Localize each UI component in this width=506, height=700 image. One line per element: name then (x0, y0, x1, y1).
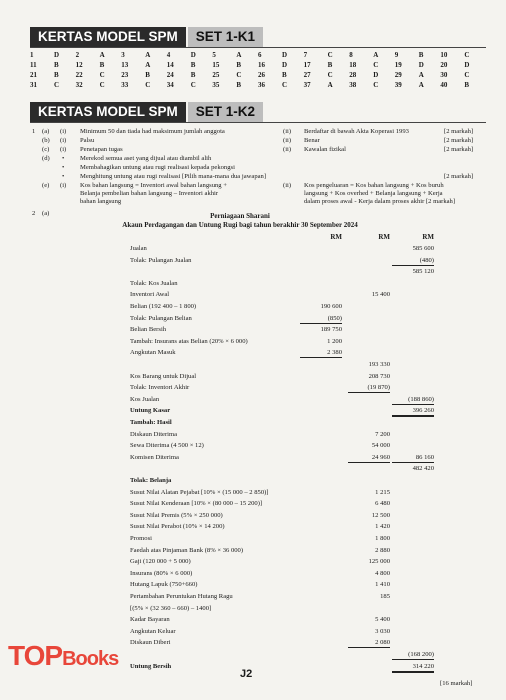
answer-letter: A (145, 51, 151, 59)
question-number: 39 (394, 81, 402, 89)
amount-c2: 12 500 (371, 511, 390, 519)
question-number: 9 (394, 51, 399, 59)
amount-c2: 7 200 (375, 430, 390, 438)
question-number: 2 (32, 210, 36, 217)
amount-c3: (188 860) (392, 395, 434, 405)
amount-c1: 189 750 (320, 326, 342, 334)
answer-cell (349, 60, 395, 70)
answer-cell (121, 60, 167, 70)
answer-letter: C (281, 81, 288, 89)
row-label: Kos Barang untuk Dijual (130, 372, 197, 380)
account-row (0, 290, 506, 299)
question-number: 18 (349, 61, 357, 69)
question-number: 25 (212, 71, 220, 79)
account-row (0, 418, 506, 427)
row-label: Gaji (120 000 + 5 000) (130, 558, 191, 566)
answer-letter: B (464, 81, 470, 89)
section-title: KERTAS MODEL SPM (30, 102, 186, 122)
amount-c1: (850) (300, 314, 342, 324)
question-number: 33 (121, 81, 129, 89)
part-label: (c) (42, 146, 50, 153)
answer-cell (167, 60, 213, 70)
question-number: 35 (212, 81, 220, 89)
answer-letter: D (373, 71, 379, 79)
row-label: Jualan (130, 245, 147, 252)
row-label: Diskaun Diberi (130, 639, 171, 647)
question-number: 5 (212, 51, 216, 59)
answer-cell (30, 70, 76, 80)
part-label: (d) (42, 155, 50, 162)
row-label: Faedah atas Pinjaman Bank (8% × 36 000) (130, 546, 244, 554)
answer-letter: D (54, 51, 60, 59)
answer-text: Merekod semua aset yang dijual atau diambil alih (80, 155, 212, 162)
bullet: • (62, 164, 65, 171)
col-header-rm: RM (330, 233, 342, 241)
account-row (0, 557, 506, 566)
subpart-label: (ii) (283, 146, 292, 153)
total-marks: [16 markah] (440, 680, 473, 687)
answer-letter: A (418, 81, 424, 89)
answer-cell (76, 50, 122, 60)
answer-text: Membahagikan untung atau rugi realisasi kepada pekongsi (80, 164, 235, 171)
answer-cell (258, 60, 304, 70)
row-label: Untung Kasar (130, 407, 171, 415)
row-label: Tolak: Pulangan Belian (130, 314, 192, 322)
amount-c2: 15 400 (371, 291, 390, 299)
row-label: Sewa Diterima (4 500 × 12) (130, 442, 204, 450)
question-number: 7 (303, 51, 308, 59)
logo-text-books: Books (62, 648, 119, 670)
amount-c2: 2 080 (348, 638, 390, 648)
question-number: 12 (75, 61, 83, 69)
answer-letter: D (281, 51, 288, 59)
amount-c3: 396 260 (392, 406, 434, 417)
bullet: • (62, 173, 65, 180)
answer-cell (258, 50, 304, 60)
row-label: [(5% × (32 360 – 660) – 1400] (130, 604, 212, 612)
answer-grid (30, 50, 486, 90)
section-header-k2 (30, 102, 263, 122)
account-row (0, 267, 506, 276)
account-row (0, 372, 506, 381)
answer-letter: B (418, 51, 424, 59)
answer-letter: C (464, 71, 470, 79)
question-number: 8 (349, 51, 353, 59)
question-number: 36 (257, 81, 265, 89)
question-number: 11 (30, 61, 37, 69)
question-number: 15 (212, 61, 220, 69)
topbooks-logo (8, 640, 118, 672)
answer-letter: C (99, 81, 105, 89)
question-number: 37 (303, 81, 311, 89)
amount-c2: 3 030 (375, 627, 390, 635)
answer-letter: C (236, 71, 242, 79)
answer-cell (212, 50, 258, 60)
answer-letter: A (236, 51, 242, 59)
row-label: Susut Nilai Alatan Pejabat [10% × (15 000 – 2 850)] (130, 488, 269, 496)
question-number: 28 (349, 71, 357, 79)
row-label: Tambah: Hasil (130, 419, 172, 426)
section-title: KERTAS MODEL SPM (30, 27, 186, 47)
answer-letter: B (190, 71, 196, 79)
account-row (0, 348, 506, 357)
answer-cell (258, 70, 304, 80)
answer-letter: B (281, 71, 287, 79)
account-title: Akaun Perdagangan dan Untung Rugi bagi tahun berakhir 30 September 2024 (122, 221, 358, 229)
business-name: Perniagaan Sharani (210, 212, 270, 220)
question-number: 22 (75, 71, 83, 79)
amount-c3: 86 160 (392, 453, 434, 463)
amount-c3: 314 220 (392, 662, 434, 673)
answer-text: Benar (304, 137, 320, 144)
subpart-label: (i) (60, 146, 67, 153)
answer-letter: A (418, 71, 424, 79)
part-label: (a) (42, 210, 50, 217)
account-row (0, 546, 506, 555)
answer-row (30, 50, 486, 60)
answer-letter: B (236, 61, 242, 69)
amount-c1: 1 200 (327, 337, 342, 345)
answer-letter: A (99, 51, 105, 59)
answer-cell (76, 60, 122, 70)
answer-letter: C (464, 51, 470, 59)
answer-cell (440, 70, 486, 80)
row-label: Susut Nilai Kenderaan [10% × (80 000 – 15 200)] (130, 500, 263, 508)
marks: [2 markah] (444, 173, 474, 180)
answer-cell (440, 60, 486, 70)
bullet: • (62, 155, 65, 162)
row-label: Inventori Awal (130, 291, 170, 299)
row-label: Tolak: Belanja (130, 477, 172, 484)
row-label: Hutang Lapuk (750+660) (130, 581, 198, 589)
answer-letter: C (145, 81, 151, 89)
answer-text: Kos bahan langsung = Inventori awal bahan langsung + (80, 182, 227, 189)
account-row (0, 383, 506, 392)
answer-letter: D (464, 61, 470, 69)
answer-letter: A (327, 81, 333, 89)
amount-c2: 193 330 (368, 361, 390, 368)
answer-cell (30, 50, 76, 60)
row-label: Belian (192 400 – 1 800) (130, 303, 197, 310)
answer-cell (76, 80, 122, 90)
answer-cell (304, 80, 350, 90)
answer-letter: B (54, 71, 59, 79)
row-label: Kos Jualan (130, 395, 160, 403)
question-number: 2 (75, 51, 80, 59)
answer-text: Palsu (80, 137, 95, 144)
answer-cell (167, 80, 213, 90)
row-label: Untung Bersih (130, 662, 172, 670)
amount-c2: 208 730 (368, 372, 390, 380)
marks: [2 markah] (444, 128, 474, 135)
account-row (0, 499, 506, 508)
question-number: 6 (257, 51, 262, 59)
account-row (0, 476, 506, 485)
account-row (0, 534, 506, 543)
answer-cell (395, 70, 441, 80)
account-row (0, 569, 506, 578)
question-number: 14 (166, 61, 174, 69)
answer-letter: C (327, 71, 333, 79)
divider (30, 122, 486, 123)
account-row (0, 592, 506, 601)
answer-letter: C (54, 81, 60, 89)
amount-c3: 585 120 (412, 268, 434, 276)
account-row (0, 615, 506, 624)
answer-letter: D (418, 61, 424, 69)
answer-cell (304, 50, 350, 60)
subpart-label: (ii) (283, 128, 292, 135)
question-number: 26 (257, 71, 265, 79)
row-label: Insurans (80% × 6 000) (130, 569, 193, 577)
question-number: 38 (349, 81, 357, 89)
answer-text: bahan langsung (80, 198, 122, 205)
question-number: 1 (32, 128, 36, 135)
amount-c2: 1 215 (375, 488, 390, 496)
amount-c2: 24 960 (348, 453, 390, 463)
row-label: Susut Nilai Perabot (10% × 14 200) (130, 523, 225, 531)
row-label: Tolak: Kos Jualan (130, 279, 178, 287)
section-set: SET 1-K1 (188, 27, 263, 47)
answer-text: Menghitung untung atau rugi realisasi [Pilih mana-mana dua jawapan] (80, 173, 267, 180)
answer-letter: B (190, 61, 196, 69)
part-label: (b) (42, 137, 50, 144)
part-label: (a) (42, 128, 50, 135)
account-row (0, 395, 506, 404)
logo-text-top: TOP (8, 640, 63, 671)
amount-c2: 185 (380, 593, 390, 600)
answer-cell (167, 50, 213, 60)
account-row (0, 522, 506, 531)
account-row (0, 244, 506, 253)
amount-c2: 1 410 (375, 581, 390, 589)
answer-letter: A (373, 51, 379, 59)
answer-text: langsung + Kos overhed + Belanja langsung + Kerja (304, 190, 443, 197)
question-number: 1 (30, 51, 34, 59)
part-label: (e) (42, 182, 50, 189)
answer-row (30, 70, 486, 80)
row-label: Diskaun Diterima (130, 430, 178, 438)
amount-c2: 6 480 (375, 500, 390, 508)
answer-cell (258, 80, 304, 90)
account-row (0, 453, 506, 462)
answer-letter: D (190, 51, 196, 59)
answer-cell (349, 80, 395, 90)
answer-cell (30, 80, 76, 90)
answer-cell (121, 70, 167, 80)
answer-row (30, 80, 486, 90)
subpart-label: (i) (60, 182, 67, 189)
question-number: 4 (166, 51, 171, 59)
row-label: Tolak: Pulangan Jualan (130, 256, 192, 264)
answer-letter: C (327, 51, 333, 59)
amount-c3: 482 420 (412, 465, 434, 473)
row-label: Komisen Diterima (130, 453, 179, 461)
answer-letter: B (54, 61, 59, 69)
answer-text: Minimum 50 dan tiada had maksimum jumlah anggota (80, 128, 225, 135)
amount-c2: 2 880 (375, 546, 390, 554)
subpart-label: (i) (60, 128, 67, 135)
answer-text: dalam proses awal - Kerja dalam proses akhir [2 markah] (304, 198, 456, 205)
question-number: 24 (166, 71, 174, 79)
answer-cell (167, 70, 213, 80)
answer-cell (395, 80, 441, 90)
section-header-k1 (30, 27, 263, 47)
amount-c3: (168 200) (392, 650, 434, 660)
subpart-label: (ii) (283, 182, 292, 189)
question-number: 29 (394, 71, 402, 79)
amount-c3: 585 600 (412, 245, 434, 252)
question-number: 17 (303, 61, 311, 69)
amount-c1: 190 600 (320, 303, 342, 310)
question-number: 32 (75, 81, 83, 89)
account-heading (90, 212, 390, 230)
row-label: Angkutan Keluar (130, 627, 176, 635)
subpart-label: (i) (60, 137, 67, 144)
answer-letter: C (190, 81, 196, 89)
account-row (0, 464, 506, 473)
amount-c2: 125 000 (368, 558, 390, 566)
account-row (0, 325, 506, 334)
amount-c2: 4 800 (375, 569, 390, 577)
question-number: 30 (440, 71, 448, 79)
divider (30, 47, 486, 48)
account-row (0, 302, 506, 311)
answer-cell (395, 50, 441, 60)
row-label: Tambah: Insurans atas Belian (20% × 6 000) (130, 337, 248, 345)
answer-text: Berdaftar di bawah Akta Koperasi 1993 (304, 128, 409, 135)
answer-letter: A (145, 61, 151, 69)
answer-letter: B (145, 71, 150, 79)
answer-text: Kawalan fizikal (304, 146, 346, 153)
answer-letter: B (236, 81, 242, 89)
section-set: SET 1-K2 (188, 102, 263, 122)
question-number: 27 (303, 71, 311, 79)
answer-letter: B (99, 61, 105, 69)
answer-cell (304, 60, 350, 70)
subpart-label: (ii) (283, 137, 292, 144)
account-row (0, 256, 506, 265)
question-number: 23 (121, 71, 129, 79)
answer-text: Kos pengeluaran = Kos bahan langsung + Kos buruh (304, 182, 444, 189)
answer-letter: C (373, 61, 379, 69)
question-number: 10 (440, 51, 448, 59)
col-header-rm: RM (378, 233, 390, 241)
marks: [2 markah] (444, 137, 474, 144)
answer-cell (440, 50, 486, 60)
answer-cell (349, 50, 395, 60)
amount-c1: 2 380 (300, 348, 342, 358)
account-row (0, 488, 506, 497)
question-number: 31 (30, 81, 37, 89)
row-label: Angkutan Masuk (130, 349, 176, 357)
answer-cell (212, 70, 258, 80)
answer-letter: D (281, 61, 288, 69)
question-number: 16 (257, 61, 265, 69)
amount-c2: 1 800 (375, 535, 390, 542)
question-number: 20 (440, 61, 448, 69)
answer-cell (212, 60, 258, 70)
answer-cell (30, 60, 76, 70)
answer-row (30, 60, 486, 70)
account-row (0, 279, 506, 288)
account-row (0, 337, 506, 346)
amount-c3: (480) (392, 256, 434, 266)
answer-letter: C (99, 71, 105, 79)
amount-c2: (19 870) (348, 383, 390, 393)
question-number: 40 (440, 81, 448, 89)
row-label: Belian Bersih (130, 326, 167, 334)
answer-cell (212, 80, 258, 90)
question-number: 21 (30, 71, 37, 79)
account-row (0, 580, 506, 589)
row-label: Pertambahan Peruntukan Hutang Ragu (130, 593, 233, 600)
answer-cell (395, 60, 441, 70)
question-number: 3 (121, 51, 125, 59)
row-label: Promosi (130, 535, 152, 542)
account-row (0, 627, 506, 636)
col-header-rm: RM (422, 233, 434, 241)
answer-cell (121, 50, 167, 60)
marks: [2 markah] (444, 146, 474, 153)
answer-text: Penetapan tugas (80, 146, 123, 153)
account-row (0, 314, 506, 323)
account-row (0, 360, 506, 369)
amount-c2: 1 420 (375, 523, 390, 531)
answer-letter: C (373, 81, 379, 89)
amount-c2: 5 400 (375, 616, 390, 624)
account-row (0, 441, 506, 450)
account-row (0, 406, 506, 415)
row-label: Susut Nilai Premis (5% × 250 000) (130, 511, 223, 519)
page-number: J2 (240, 668, 253, 680)
answer-cell (440, 80, 486, 90)
amount-c2: 54 000 (371, 442, 390, 450)
account-row (0, 604, 506, 613)
row-label: Kadar Bayaran (130, 616, 170, 624)
row-label: Tolak: Inventori Akhir (130, 384, 190, 392)
question-number: 19 (394, 61, 402, 69)
question-number: 34 (166, 81, 174, 89)
answer-text: Belanja pembelian bahan langsung – Inventori akhir (80, 190, 219, 197)
answer-cell (349, 70, 395, 80)
question-number: 13 (121, 61, 129, 69)
account-row (0, 511, 506, 520)
answer-letter: B (327, 61, 333, 69)
answer-cell (304, 70, 350, 80)
answer-cell (76, 70, 122, 80)
answer-cell (121, 80, 167, 90)
account-row (0, 430, 506, 439)
